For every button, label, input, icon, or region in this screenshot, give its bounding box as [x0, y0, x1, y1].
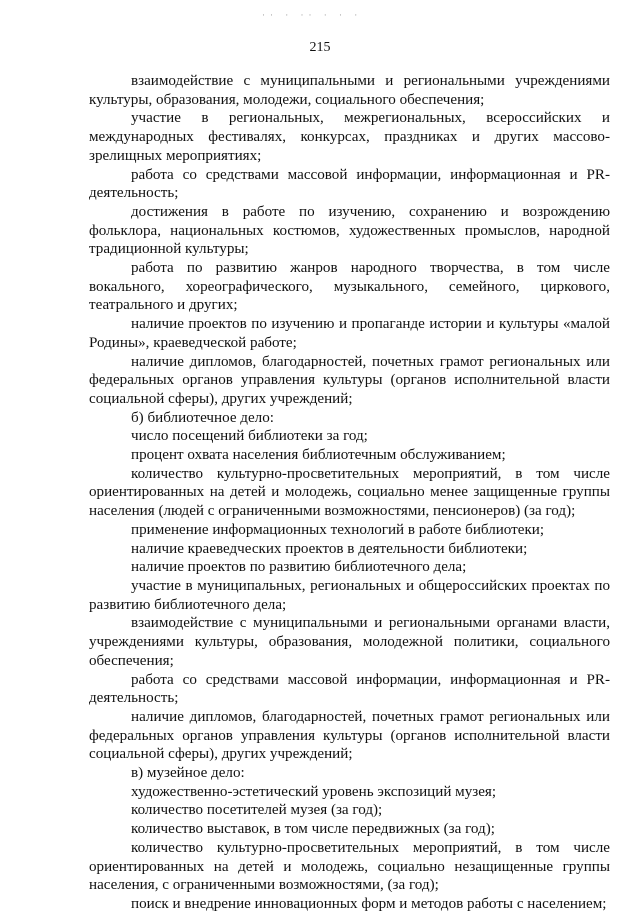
paragraph: число посещений библиотеки за год; — [131, 428, 368, 445]
paragraph: процент охвата населения библиотечным обслуживанием; — [131, 447, 506, 464]
paragraph: количество посетителей музея (за год); — [131, 802, 383, 819]
page-number: 215 — [309, 40, 331, 55]
paragraph: наличие дипломов, благодарностей, почетных грамот региональных или федеральных органов управления культуры (органов исполнительной власти социальной сферы), других учреждений; — [89, 708, 610, 763]
paragraph: участие в региональных, межрегиональных, всероссийских и международных фестивалях, конкурсах, праздниках и других массово-зрелищных мероприятиях; — [89, 110, 610, 164]
paragraph: поиск и внедрение инновационных форм и методов работы с населением; — [131, 895, 607, 912]
paragraph: работа со средствами массовой информации, информационная и PR-деятельность; — [89, 671, 610, 707]
paragraph: наличие дипломов, благодарностей, почетных грамот региональных или федеральных органов управления культуры (органов исполнительной власти социальной сферы), других учреждений; — [89, 353, 610, 407]
scan-artifact-marks: ·· · ·· · · · — [262, 10, 363, 20]
paragraph: взаимодействие с муниципальными и региональными учреждениями культуры, образования, молодежи, социального обеспечения; — [89, 73, 610, 108]
paragraph: наличие проектов по изучению и пропаганде истории и культуры «малой Родины», краеведческой работе; — [89, 316, 610, 351]
paragraph: взаимодействие с муниципальными и региональными органами власти, учреждениями культуры, образования, молодежной политики, социального обеспечения; — [89, 615, 610, 669]
paragraph: художественно-эстетический уровень экспозиций музея; — [131, 783, 497, 800]
paragraph: участие в муниципальных, региональных и общероссийских проектах по развитию библиотечного дела; — [89, 577, 610, 613]
document-body — [89, 72, 610, 914]
paragraph: наличие краеведческих проектов в деятельности библиотеки; — [131, 540, 528, 557]
paragraph: достижения в работе по изучению, сохранению и возрождению фольклора, национальных костюмов, художественных промыслов, народной традиционной культуры; — [89, 203, 610, 258]
section-heading-library: б) библиотечное дело: — [131, 409, 274, 426]
paragraph: наличие проектов по развитию библиотечного дела; — [131, 559, 467, 576]
section-heading-museum: в) музейное дело: — [131, 765, 245, 782]
paragraph: работа со средствами массовой информации, информационная и PR-деятельность; — [89, 166, 610, 202]
paragraph: применение информационных технологий в работе библиотеки; — [131, 521, 545, 538]
paragraph: работа по развитию жанров народного творчества, в том числе вокального, хореографического, музыкального, семейного, циркового, театрального и других; — [89, 260, 610, 314]
paragraph: количество культурно-просветительных мероприятий, в том числе ориентированных на детей и молодежь, социально менее защищенные группы населения (людей с ограниченными возможностями, пенсионеров) (за год); — [89, 465, 610, 520]
paragraph: количество культурно-просветительных мероприятий, в том числе ориентированных на детей и молодежь, социально незащищенные группы населения, с ограниченными возможностями, (за год); — [89, 839, 610, 894]
paragraph: количество выставок, в том числе передвижных (за год); — [131, 821, 495, 838]
